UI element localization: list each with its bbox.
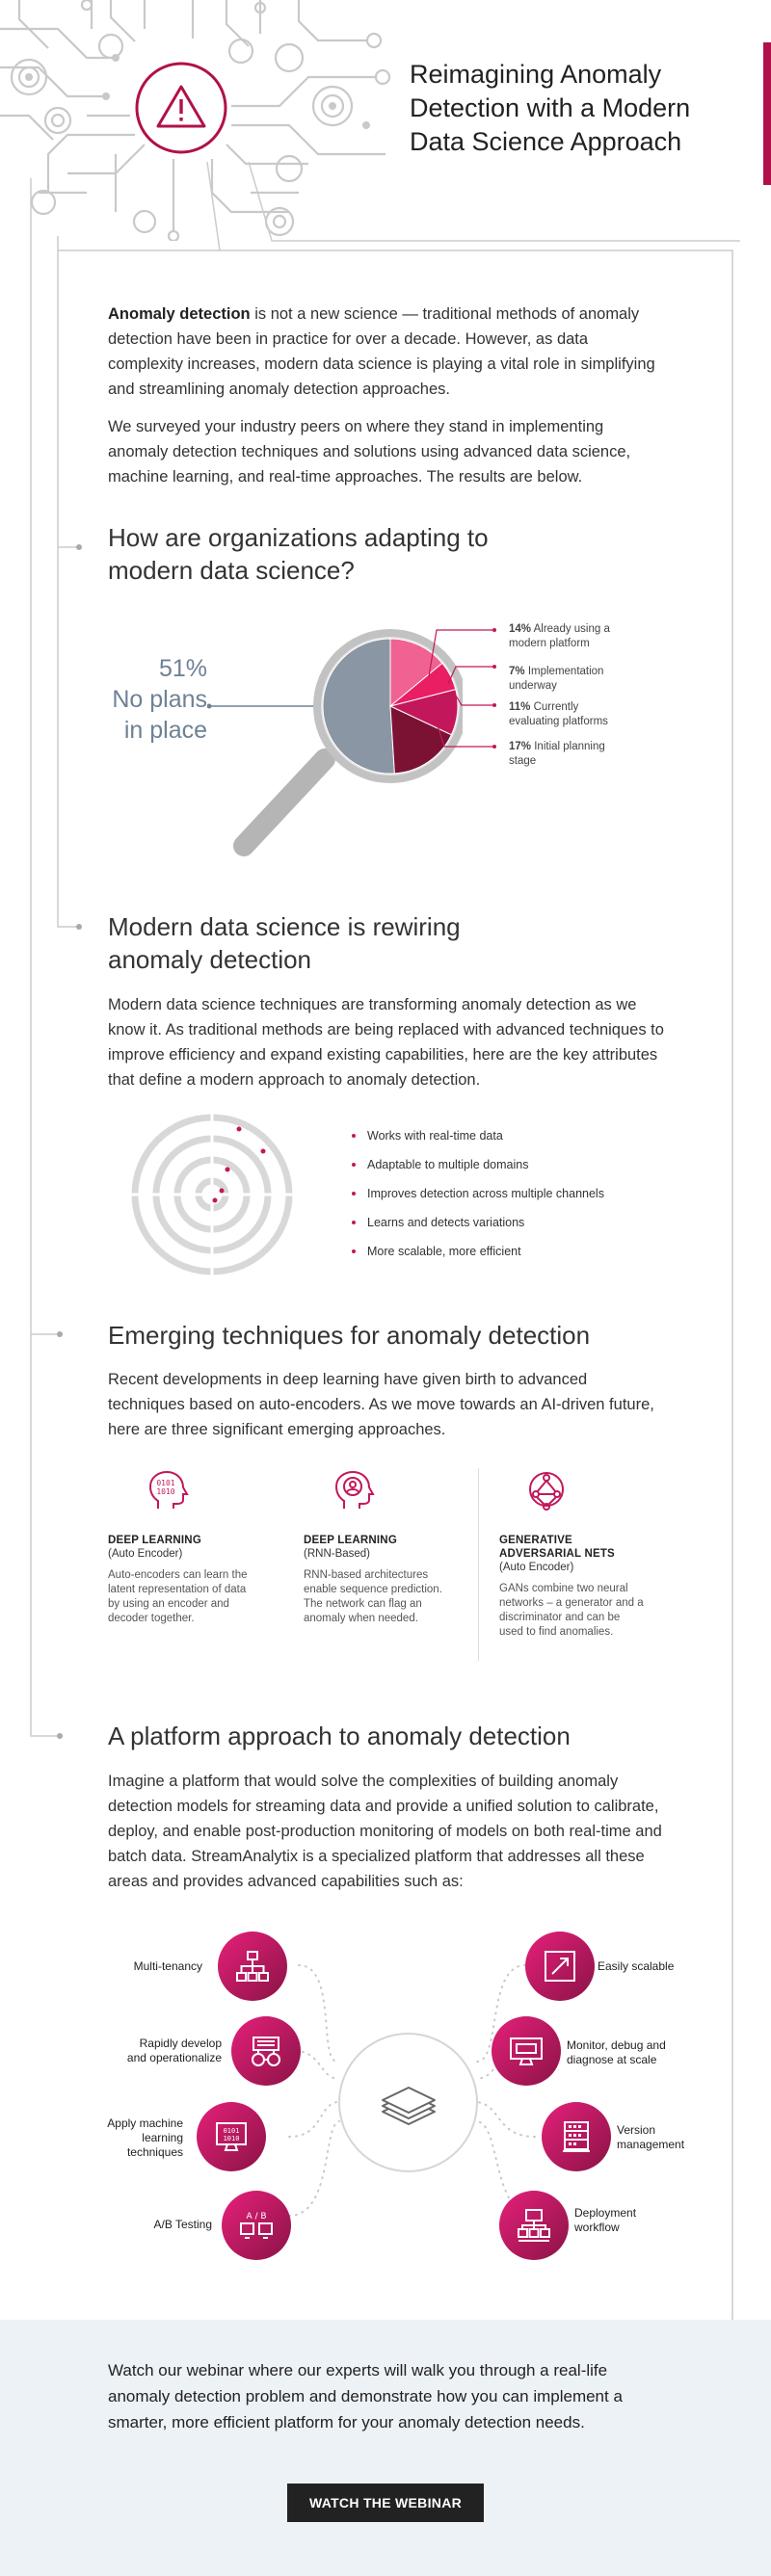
feature-circle-rapid-develop bbox=[231, 2016, 301, 2086]
feature-label-monitor: Monitor, debug and diagnose at scale bbox=[567, 2038, 666, 2066]
rewiring-body: Modern data science techniques are transforming anomaly detection as we know it. As traditional methods are being replaced with advanced techniques to improve efficiency and expand existing capabilities, here are the key attributes that define a modern approach to anomaly detection. bbox=[108, 996, 664, 1089]
technique-title: DEEP LEARNING bbox=[304, 1535, 397, 1546]
svg-text:0101: 0101 bbox=[156, 1479, 175, 1487]
technique-subtitle: (Auto Encoder) bbox=[499, 1562, 574, 1573]
feature-circle-multi-tenancy bbox=[218, 1932, 287, 2001]
technique-title: ADVERSARIAL NETS bbox=[499, 1548, 615, 1560]
binary-monitor-icon bbox=[214, 2119, 249, 2154]
pie-label-initial-planning: 17% Initial planning stage bbox=[509, 741, 605, 767]
radar-illustration bbox=[125, 1108, 299, 1281]
technique-divider bbox=[478, 1468, 479, 1661]
attribute-item: Works with real-time data bbox=[352, 1129, 660, 1143]
feature-label-scalable: Easily scalable bbox=[598, 1959, 675, 1973]
technique-subtitle: (Auto Encoder) bbox=[108, 1548, 183, 1560]
intro-paragraph-1: Anomaly detection is not a new science — traditional methods of anomaly detection have been in practice for over a decade. However, as data complexity increases, modern data science is playing a vital role in simplifying and streamlining anomaly detection approaches. bbox=[108, 305, 655, 398]
attribute-item: Improves detection across multiple channels bbox=[352, 1187, 660, 1200]
technique-description: Auto-encoders can learn the latent representation of data by using an encoder and decoder together. bbox=[108, 1569, 248, 1624]
svg-text:A / B: A / B bbox=[246, 2212, 267, 2221]
feature-label-multi-tenancy: Multi-tenancy bbox=[133, 1959, 202, 1973]
emerging-heading: Emerging techniques for anomaly detection bbox=[108, 1321, 591, 1350]
pie-leader-lines bbox=[390, 617, 496, 761]
technique-description: GANs combine two neural networks – a generator and a discriminator and can be used to find anomalies. bbox=[499, 1583, 644, 1638]
survey-heading: How are organizations adapting to modern data science? bbox=[108, 523, 489, 585]
monitor-icon bbox=[509, 2034, 544, 2068]
attribute-item: Learns and detects variations bbox=[352, 1216, 660, 1229]
svg-text:0101: 0101 bbox=[223, 2127, 240, 2135]
head-user-icon bbox=[331, 1468, 377, 1514]
pie-label-already-using: 14% Already using a modern platform bbox=[509, 623, 610, 649]
attribute-item: Adaptable to multiple domains bbox=[352, 1158, 660, 1171]
emerging-body: Recent developments in deep learning have given birth to advanced techniques based on auto-encoders. As we move towards an AI-driven future, here are three significant emerging approaches. bbox=[108, 1371, 654, 1438]
feature-circle-ab-testing bbox=[222, 2191, 291, 2260]
watch-webinar-button[interactable]: WATCH THE WEBINAR bbox=[287, 2484, 484, 2522]
platform-body: Imagine a platform that would solve the complexities of building anomaly detection models for streaming data and provide a unified solution to calibrate, deploy, and enable post-production monitoring of models on both real-time and batch data. StreamAnalytix is a specialized platform that addresses all these areas and provides advanced capabilities such as: bbox=[108, 1773, 662, 1890]
feature-circle-machine-learning bbox=[197, 2102, 266, 2171]
technique-title: GENERATIVE bbox=[499, 1535, 572, 1546]
technique-description: RNN-based architectures enable sequence prediction. The network can flag an anomaly when needed. bbox=[304, 1569, 442, 1624]
svg-text:1010: 1010 bbox=[156, 1487, 175, 1496]
footer-body: Watch our webinar where our experts will walk you through a real-life anomaly detection problem and demonstrate how you can implement a smarter, more efficient platform for your anomaly detection needs. bbox=[108, 2361, 623, 2431]
binoculars-icon bbox=[249, 2034, 283, 2068]
platform-heading: A platform approach to anomaly detection bbox=[108, 1722, 571, 1750]
no-plans-callout: 51% No plans in place bbox=[112, 655, 207, 744]
technique-card-autoencoder bbox=[108, 1534, 253, 1626]
feature-label-machine-learning: Apply machine learning techniques bbox=[107, 2116, 183, 2159]
page-title: Reimagining Anomaly Detection with a Modern Data Science Approach bbox=[410, 60, 691, 156]
attribute-item: More scalable, more efficient bbox=[352, 1245, 660, 1258]
expand-icon bbox=[543, 1949, 577, 1984]
feature-circle-monitor bbox=[492, 2016, 561, 2086]
head-binary-icon bbox=[145, 1468, 191, 1514]
feature-circle-version bbox=[542, 2102, 611, 2171]
workflow-icon bbox=[517, 2208, 551, 2243]
feature-label-version: Version management bbox=[617, 2123, 685, 2151]
pie-label-implementation: 7% Implementation underway bbox=[509, 666, 604, 692]
layers-stack-icon bbox=[379, 2076, 439, 2130]
technique-card-gan bbox=[499, 1534, 644, 1640]
feature-label-rapid-develop: Rapidly develop and operationalize bbox=[126, 2037, 222, 2064]
feature-label-deployment: Deployment workflow bbox=[574, 2206, 637, 2234]
network-nodes-icon bbox=[523, 1468, 570, 1514]
intro-paragraph-2: We surveyed your industry peers on where they stand in implementing anomaly detection techniques and solutions using advanced data science, machine learning, and real-time approaches. The results are below. bbox=[108, 418, 631, 486]
feature-circle-deployment bbox=[499, 2191, 569, 2260]
technique-card-rnn bbox=[304, 1534, 448, 1626]
svg-text:1010: 1010 bbox=[223, 2135, 240, 2142]
feature-circle-scalable bbox=[525, 1932, 595, 2001]
feature-label-ab-testing: A/B Testing bbox=[153, 2218, 212, 2231]
intro-highlight: Anomaly detection bbox=[108, 305, 251, 323]
ab-test-icon bbox=[239, 2208, 274, 2243]
technique-title: DEEP LEARNING bbox=[108, 1535, 201, 1546]
rewiring-heading: Modern data science is rewiring anomaly detection bbox=[108, 912, 461, 974]
server-icon bbox=[559, 2119, 594, 2154]
attribute-list bbox=[352, 1129, 660, 1274]
pie-label-evaluating: 11% Currently evaluating platforms bbox=[509, 701, 608, 727]
technique-subtitle: (RNN-Based) bbox=[304, 1548, 371, 1560]
org-chart-icon bbox=[235, 1949, 270, 1984]
